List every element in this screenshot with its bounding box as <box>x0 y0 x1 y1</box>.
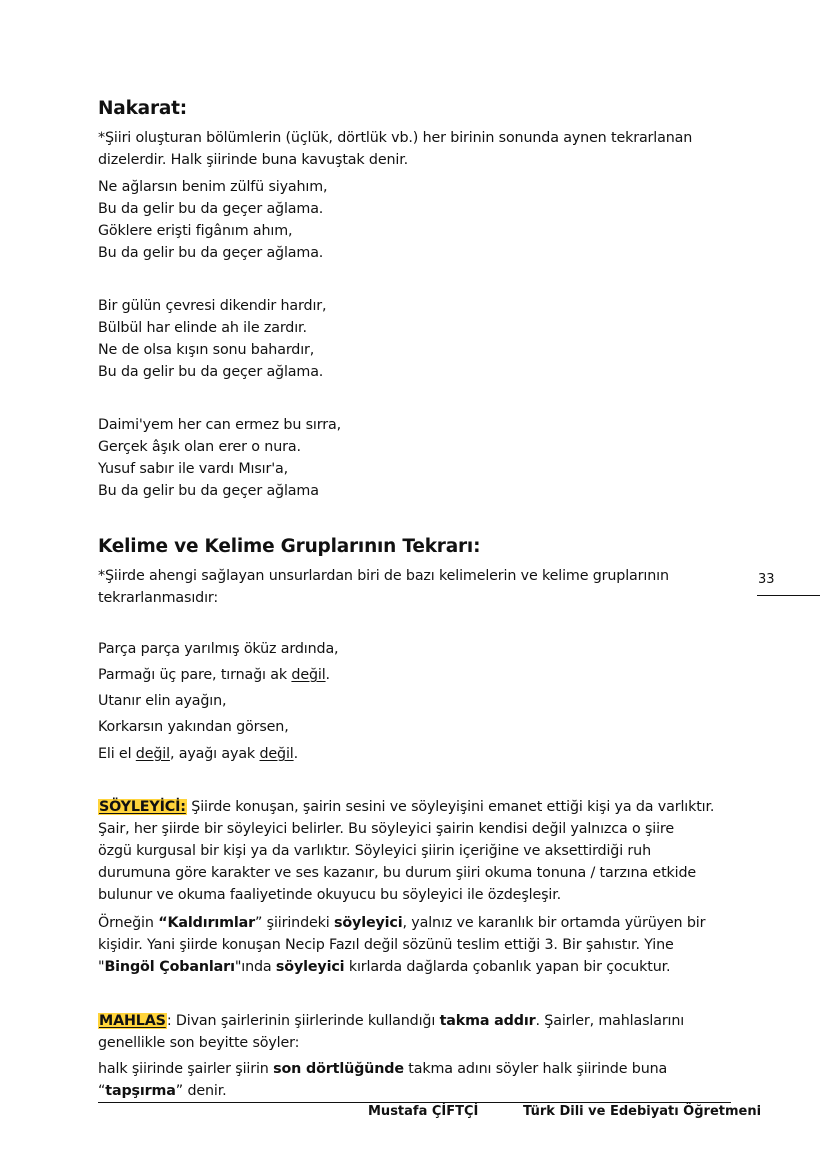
verse-line: Parmağı üç pare, tırnağı ak değil. <box>98 667 330 683</box>
nakarat-desc-line-1: *Şiiri oluşturan bölümlerin (üçlük, dörtlük vb.) her birinin sonunda aynen tekrarlanan <box>98 130 693 146</box>
underlined-word: değil <box>135 746 170 762</box>
soyleyici-example-line: kişidir. Yani şiirde konuşan Necip Fazıl değil sözünü teslim ettiği 3. Bir şahıstır. Yine <box>98 937 674 953</box>
verse-line: Eli el değil, ayağı ayak değil. <box>98 746 299 762</box>
soyleyici-example-line: Örneğin “Kaldırımlar” şiirindeki söyleyici, yalnız ve karanlık bir ortamda yürüyen bir <box>98 915 706 931</box>
verse-line: Korkarsın yakından görsen, <box>98 719 289 735</box>
kelime-desc-line-2: tekrarlanmasıdır: <box>98 590 219 606</box>
verse-line: Daimi'yem her can ermez bu sırra, <box>98 417 341 433</box>
verse-line: Bu da gelir bu da geçer ağlama. <box>98 245 324 261</box>
mahlas-paragraph-line: “tapşırma” denir. <box>98 1083 227 1099</box>
verse-line: Bu da gelir bu da geçer ağlama. <box>98 201 324 217</box>
mahlas-paragraph-line: halk şiirinde şairler şiirin son dörtlüğünde takma adını söyler halk şiirinde buna <box>98 1061 668 1077</box>
verse-line: Bu da gelir bu da geçer ağlama <box>98 483 319 499</box>
mahlas-paragraph-line: MAHLAS: Divan şairlerinin şiirlerinde kullandığı takma addır. Şairler, mahlaslarını <box>99 1013 685 1029</box>
verse-line: Bir gülün çevresi dikendir hardır, <box>98 298 327 314</box>
verse-line: Ne de olsa kışın sonu bahardır, <box>98 342 315 358</box>
soyleyici-paragraph-line: SÖYLEYİCİ: Şiirde konuşan, şairin sesini ve söyleyişini emanet ettiği kişi ya da varlıktır. <box>99 799 715 815</box>
verse-line: Ne ağlarsın benim zülfü siyahım, <box>98 179 328 195</box>
soyleyici-example-line: "Bingöl Çobanları"ında söyleyici kırlarda dağlarda çobanlık yapan bir çocuktur. <box>98 959 671 975</box>
heading-nakarat: Nakarat: <box>98 98 188 119</box>
footer-rule <box>98 1102 731 1103</box>
soyleyici-paragraph-line: Şair, her şiirde bir söyleyici belirler. Bu söyleyici şairin kendisi değil yalnızca o şiire <box>98 821 674 837</box>
soyleyici-paragraph-line: bulunur ve okuma faaliyetinde okuyucu bu söyleyici ile özdeşleşir. <box>98 887 562 903</box>
footer-author: Mustafa ÇİFTÇİ <box>368 1104 479 1119</box>
soyleyici-highlight-label: SÖYLEYİCİ: <box>99 799 186 815</box>
soyleyici-paragraph-line: özgü kurgusal bir kişi ya da varlıktır. Söyleyici şiirin içeriğine ve aksettirdiği ruh <box>98 843 651 859</box>
underlined-word: değil <box>259 746 294 762</box>
mahlas-paragraph-line: genellikle son beyitte söyler: <box>98 1035 300 1051</box>
kelime-desc-line-1: *Şiirde ahengi sağlayan unsurlardan biri de bazı kelimelerin ve kelime gruplarının <box>98 568 669 584</box>
verse-line: Yusuf sabır ile vardı Mısır'a, <box>98 461 288 477</box>
verse-line: Bülbül har elinde ah ile zardır. <box>98 320 307 336</box>
verse-line: Bu da gelir bu da geçer ağlama. <box>98 364 324 380</box>
nakarat-desc-line-2: dizelerdir. Halk şiirinde buna kavuştak denir. <box>98 152 409 168</box>
page-number-rule <box>757 595 820 596</box>
verse-line: Parça parça yarılmış öküz ardında, <box>98 641 339 657</box>
footer-role: Türk Dili ve Edebiyatı Öğretmeni <box>523 1104 762 1119</box>
underlined-word: değil <box>291 667 326 683</box>
soyleyici-paragraph-line: durumuna göre karakter ve ses kazanır, bu durum şiiri okuma tonuna / tarzına etkide <box>98 865 697 881</box>
verse-line: Gerçek âşık olan erer o nura. <box>98 439 301 455</box>
mahlas-highlight-label: MAHLAS <box>99 1013 166 1029</box>
page-number: 33 <box>758 572 775 587</box>
verse-line: Utanır elin ayağın, <box>98 693 227 709</box>
verse-line: Göklere erişti figânım ahım, <box>98 223 293 239</box>
heading-kelime-tekrari: Kelime ve Kelime Gruplarının Tekrarı: <box>98 536 481 557</box>
